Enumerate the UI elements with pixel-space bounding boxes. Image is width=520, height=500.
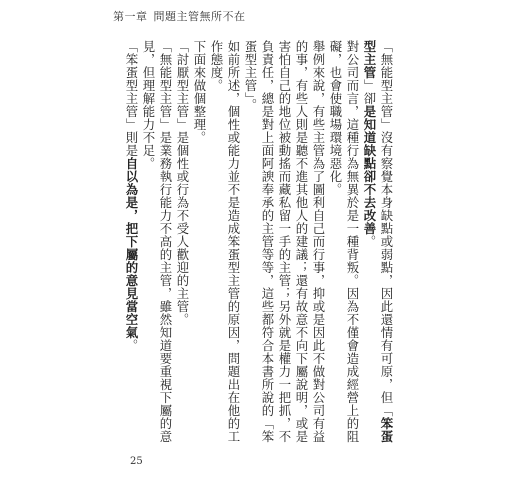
running-header	[113, 8, 246, 24]
paragraph: 「笨蛋型主管」則是自以為是，把下屬的意見當空氣。	[124, 40, 139, 352]
chapter-label: 第一章	[113, 10, 148, 23]
bold-phrase: 笨蛋型主管	[362, 40, 394, 443]
paragraph: 下面來做個整理。	[192, 40, 207, 144]
paragraph: 「討厭型主管」是個性或行為不受人歡迎的主管。	[175, 40, 190, 326]
bold-phrase: 是知道缺點卻不去改善	[362, 105, 377, 235]
page-number: 25	[130, 456, 143, 467]
bold-phrase: 自以為是，把下屬的意見當空氣	[124, 157, 139, 339]
chapter-title: 問題主管無所不在	[153, 10, 246, 23]
paragraph: 「無能型主管」沒有察覺本身缺點或弱點，因此還情有可原，但「笨蛋型主管」卻是知道缺點卻不去改善。	[362, 40, 394, 443]
body-text	[123, 40, 395, 450]
paragraph: 如前所述，個性或能力並不是造成笨蛋型主管的原因，問題出在他的工作態度。	[209, 40, 241, 443]
paragraph: 對公司而言，這種行為無異於是一種背叛。因為不僅會造成經營上的阻礙，也會使職場環境惡化。	[328, 40, 360, 443]
paragraph: 「無能型主管」是業務執行能力不高的主管，雖然知道要重視下屬的意見，但理解能力不足。	[141, 40, 173, 443]
paragraph: 舉例來說，有些主管為了圖利自己而行事，抑或是因此不做對公司有益的事，有些人則是聽不進其他人的建議；還有故意不向下屬說明，或是害怕自己的地位被動搖而藏私留一手的主管；另外就是權力一把抓，不負責任，總是對上面阿諛奉承的主管等等，這些都符合本書所說的「笨蛋型主管」。	[243, 40, 326, 443]
